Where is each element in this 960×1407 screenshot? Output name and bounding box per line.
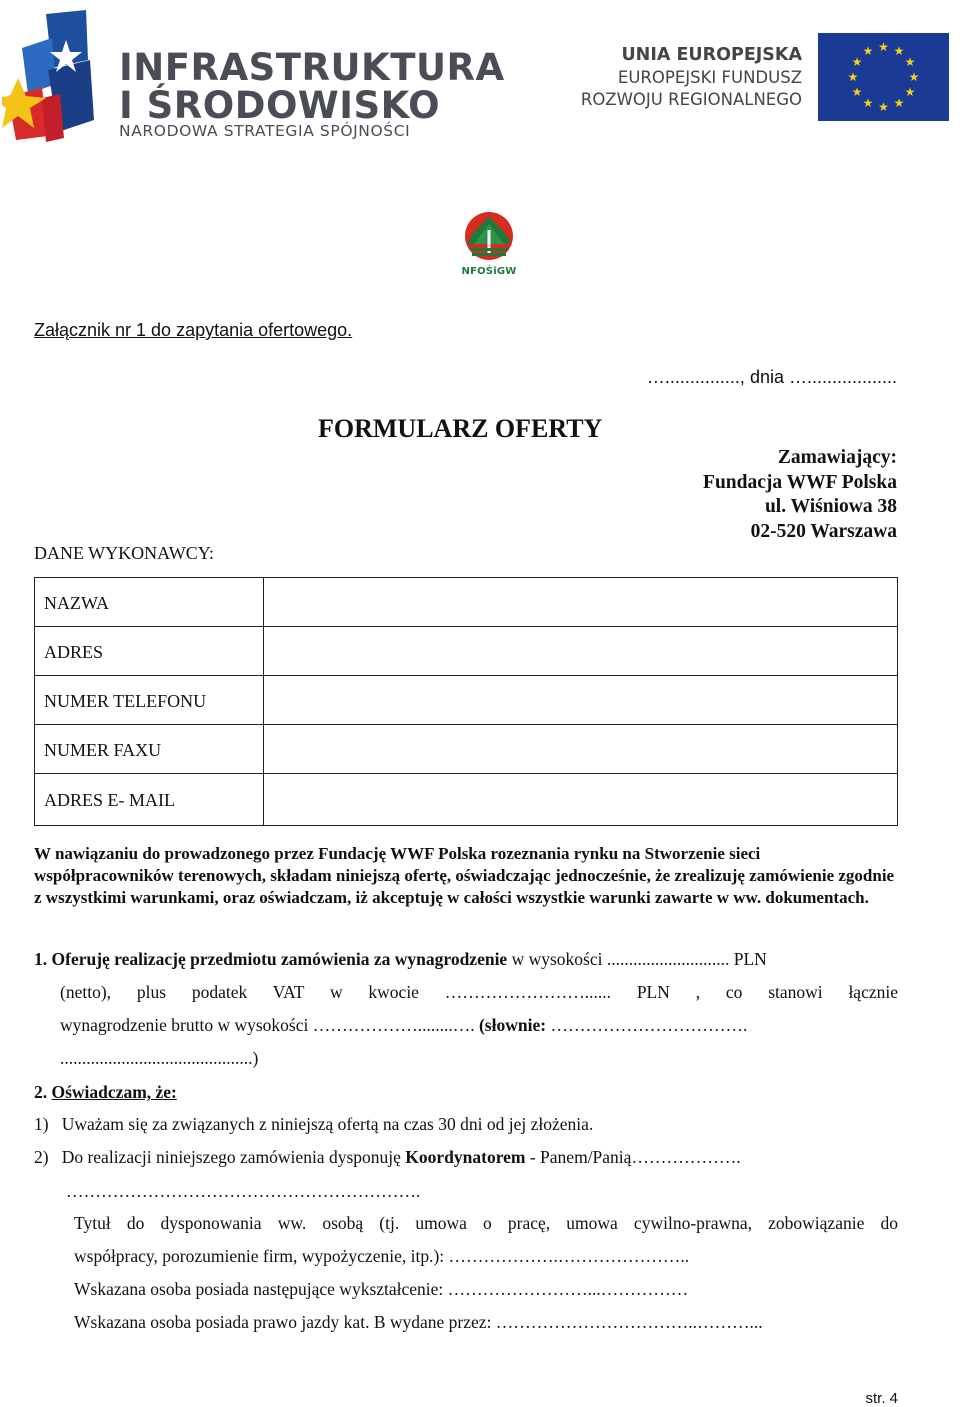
table-row	[35, 578, 898, 627]
driving-license-line: Wskazana osoba posiada prawo jazdy kat. B wydane przez: ……………………………..………...	[74, 1312, 763, 1332]
field-label: ADRES	[35, 627, 264, 676]
table-row	[35, 774, 898, 826]
nfosigw-emblem-icon	[460, 210, 518, 266]
offer-line-4: ............................................)	[60, 1048, 259, 1068]
svg-text:★: ★	[893, 44, 905, 58]
buyer-city: 02-520 Warszawa	[750, 520, 897, 542]
logo-title-line1: INFRASTRUKTURA	[119, 46, 505, 89]
eu-logo	[580, 33, 952, 123]
svg-text:★: ★	[862, 44, 874, 58]
coordinator-label: Koordynatorem	[405, 1147, 526, 1167]
in-words-dots: …………………………….	[546, 1015, 748, 1035]
svg-text:★: ★	[904, 55, 916, 69]
form-title: FORMULARZ OFERTY	[318, 414, 603, 443]
offer-amount-text: w wysokości ............................ PLN	[507, 949, 767, 969]
nfosigw-logo	[460, 210, 518, 280]
table-row	[35, 725, 898, 774]
field-label: ADRES E- MAIL	[35, 774, 264, 826]
disposal-title-line-1: Tytuł do dysponowania ww. osobą (tj. umowa o pracę, umowa cywilno-prawna, zobowiązanie do	[74, 1213, 898, 1233]
infrastruktura-logo	[2, 8, 505, 148]
attachment-note: Załącznik nr 1 do zapytania ofertowego.	[34, 320, 353, 340]
place-date-line: …..............., dnia …..................	[646, 367, 897, 387]
svg-text:★: ★	[908, 70, 920, 84]
svg-text:★: ★	[904, 85, 916, 99]
field-label: NUMER FAXU	[35, 725, 264, 774]
offer-line-1	[34, 948, 898, 970]
page-number: str. 4	[865, 1390, 898, 1407]
field-label: NUMER TELEFONU	[35, 676, 264, 725]
table-row	[35, 627, 898, 676]
buyer-block	[703, 446, 897, 544]
coordinator-dots: - Panem/Panią……………….	[525, 1147, 741, 1167]
item-2-dots-line: …………………………………………………….	[66, 1181, 421, 1201]
contractor-table	[34, 577, 898, 826]
svg-text:★: ★	[878, 40, 889, 54]
contractor-label: DANE WYKONAWCY:	[34, 543, 215, 563]
offer-number: 1.	[34, 949, 48, 969]
logo-title-line2: I ŚRODOWISKO	[119, 84, 441, 127]
phone-field[interactable]	[264, 676, 898, 725]
statement-number: 2.	[34, 1082, 52, 1102]
table-row	[35, 676, 898, 725]
in-words-label: (słownie:	[478, 1015, 547, 1035]
svg-text:★: ★	[878, 100, 889, 114]
eu-logo-line3: ROZWOJU REGIONALNEGO	[580, 90, 802, 109]
logo-subtitle: NARODOWA STRATEGIA SPÓJNOŚCI	[119, 122, 411, 140]
star-emblem-icon	[2, 8, 114, 148]
eu-flag-icon	[818, 33, 949, 121]
disposal-title-line-2: współpracy, porozumienie firm, wypożyczenie, itp.): ……………….…………………..	[74, 1246, 690, 1266]
svg-text:★: ★	[862, 96, 874, 110]
field-label: NAZWA	[35, 578, 264, 627]
item-2-text: 2) Do realizacji niniejszego zamówienia dysponuję	[34, 1147, 406, 1167]
buyer-street: ul. Wiśniowa 38	[764, 496, 897, 517]
svg-text:★: ★	[851, 55, 863, 69]
buyer-heading: Zamawiający:	[777, 447, 897, 468]
buyer-name: Fundacja WWF Polska	[703, 471, 897, 493]
name-field[interactable]	[264, 578, 898, 627]
statement-heading	[34, 1081, 898, 1103]
statement-item-1: 1) Uważam się za związanych z niniejszą ofertą na czas 30 dni od jej złożenia.	[34, 1114, 594, 1134]
gross-amount-text: wynagrodzenie brutto w wysokości ………………........….	[60, 1015, 479, 1035]
address-field[interactable]	[264, 627, 898, 676]
fax-field[interactable]	[264, 725, 898, 774]
offer-line-3	[60, 1014, 898, 1036]
nfosigw-label: NFOŚiGW	[461, 266, 517, 277]
email-field[interactable]	[264, 774, 898, 826]
offer-line-2: (netto), plus podatek VAT w kwocie ……………………...... PLN , co stanowi łącznie	[60, 982, 898, 1002]
education-line: Wskazana osoba posiada następujące wykształcenie: ……………………...……………	[74, 1279, 689, 1299]
svg-text:★: ★	[893, 96, 905, 110]
statement-label: Oświadczam, że:	[51, 1082, 177, 1102]
svg-text:★: ★	[847, 70, 859, 84]
svg-text:★: ★	[851, 85, 863, 99]
statement-item-2	[34, 1146, 898, 1168]
eu-logo-line2: EUROPEJSKI FUNDUSZ	[617, 68, 802, 87]
eu-logo-line1: UNIA EUROPEJSKA	[621, 45, 802, 65]
offer-bold-text: Oferuję realizację przedmiotu zamówienia za wynagrodzenie	[51, 949, 508, 969]
intro-paragraph: W nawiązaniu do prowadzonego przez Fundację WWF Polska rozeznania rynku na Stworzenie sieci współpracowników terenowych, składam niniejszą ofertę, oświadczając jednocześnie, że zrealizuję zamówienie zgodnie z wszystkimi warunkami, oraz oświadczam, iż akceptuję w całości wszystkie warunki zawarte w ww. dokumentach.	[34, 844, 895, 907]
